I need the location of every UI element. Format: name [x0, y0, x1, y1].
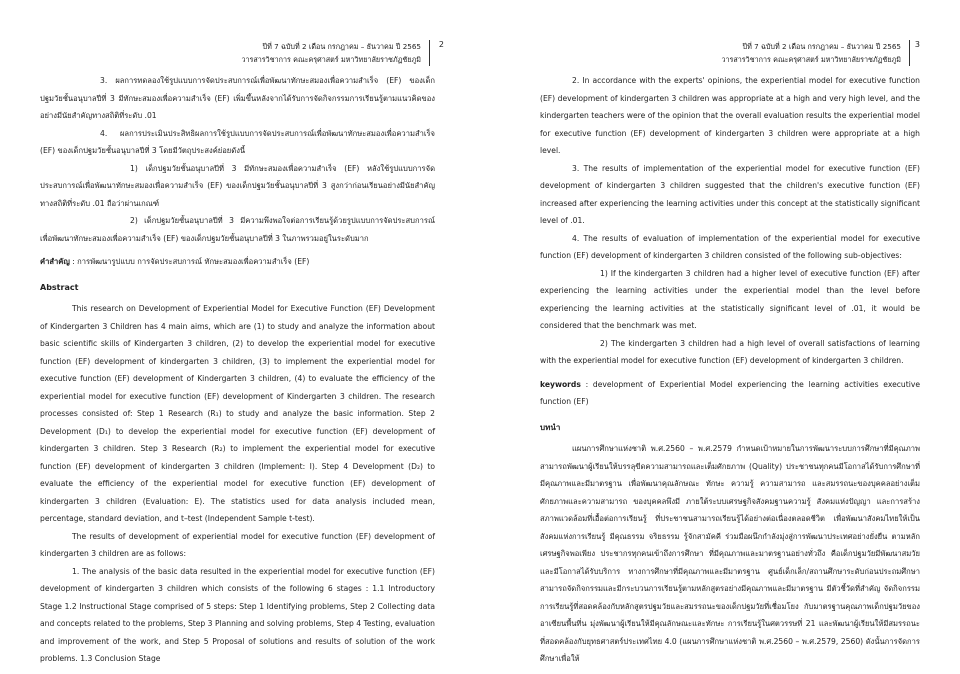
header-journal-line: วารสารวิชาการ คณะครุศาสตร์ มหาวิทยาลัยราชภัฏชัยภูมิ [241, 55, 421, 64]
page-number: 3 [914, 40, 920, 49]
header-journal-line: วารสารวิชาการ คณะครุศาสตร์ มหาวิทยาลัยราชภัฏชัยภูมิ [721, 55, 901, 64]
abstract-paragraph: This research on Development of Experiential Model for Executive Function (EF) Development of Kindergarten 3 Children has 4 main aims, which are (1) to study and analyze the information about basic scientific skills of Kindergarten 3 children, (2) to develop the experiential model for executive function (EF) development of kindergarten 3 children, (3) to implement the experiential model for executive function (EF) development of Kindergarten 3 children, (4) to evaluate the efficiency of the experiential model for executive function (EF) development of Kindergarten 3 children. The research processes consisted of: Step 1 Research (R₁) to study and analyze the basic information. Step 2 Development (D₁) to develop the experiential model for executive function (EF) development of kindergarten 3 children. Step 3 Research (R₂) to implement the experiential model for executive function (EF) development of kindergarten 3 children (Implement: I). Step 4 Development (D₂) to evaluate the efficiency of the experiential model for executive function (EF) development of kindergarten 3 children (Evaluation: E). The statistics used for data analysis included mean, percentage, standard deviation, and t–test (Independent Sample t-test). [40, 304, 435, 523]
running-header [721, 40, 910, 66]
page-number: 2 [438, 40, 444, 49]
abstract-results-intro: The results of development of experiential model for executive function (EF) development of kindergarten 3 children are as follows: [40, 531, 435, 558]
abstract-heading: Abstract [40, 282, 79, 292]
thai-subresult-2: 2) เด็กปฐมวัยชั้นอนุบาลปีที่ 3 มีความพึงพอใจต่อการเรียนรู้ด้วยรูปแบบการจัดประสบการณ์เพื่อพัฒนาทักษะสมองเพื่อความสำเร็จ (EF) ของเด็กปฐมวัยชั้นอนุบาลปีที่ 3 ในภาพรวมอยู่ในระดับมาก [40, 216, 435, 243]
introduction-heading: บทนำ [540, 422, 561, 432]
keywords-text: : development of Experiential Model experiencing the learning activities executive function (EF) [540, 379, 920, 406]
keywords-text: : การพัฒนารูปแบบ การจัดประสบการณ์ ทักษะสมองเพื่อความสำเร็จ (EF) [69, 257, 310, 266]
header-issue-line: ปีที่ 7 ฉบับที่ 2 เดือน กรกฎาคม – ธันวาคม ปี 2565 [742, 42, 901, 51]
header-issue-line: ปีที่ 7 ฉบับที่ 2 เดือน กรกฎาคม – ธันวาคม ปี 2565 [262, 42, 421, 51]
english-subresult-2: 2) The kindergarten 3 children had a high level of overall satisfactions of learning with the experiential model for executive function (EF) development of kindergarten 3 children. [540, 338, 920, 365]
thai-keywords [40, 253, 435, 271]
left-body [40, 72, 435, 668]
keywords-label: คำสำคัญ [40, 257, 70, 266]
thai-subresult-1: 1) เด็กปฐมวัยชั้นอนุบาลปีที่ 3 มีทักษะสมองเพื่อความสำเร็จ (EF) หลังใช้รูปแบบการจัดประสบการณ์เพื่อพัฒนาทักษะสมองเพื่อความสำเร็จ (EF) ของเด็กปฐมวัยชั้นอนุบาลปีที่ 3 สูงกว่าก่อนเรียนอย่างมีนัยสำคัญทางสถิติที่ระดับ .01 ถือว่าผ่านเกณฑ์ [40, 163, 435, 208]
english-subresult-1: 1) If the kindergarten 3 children had a higher level of executive function (EF) after experiencing the learning activities under the experiential model than the level before experiencing the learning activities at the statistically significant level of .01, it would be considered that the benchmark was met. [540, 268, 920, 330]
english-keywords [540, 376, 920, 411]
abstract-result-1: 1. The analysis of the basic data resulted in the experiential model for executive function (EF) development of kindergarten 3 children which consists of the following 6 stages : 1.1 Introductory Stage 1.2 Instructional Stage comprised of 5 steps: Step 1 Identifying problems, Step 2 Collecting data and concepts related to the problems, Step 3 Planning and solving problems, Step 4 Testing, evaluation and improvement of the work, and Step 5 Proposal of solutions and results of solution of the work problems. 1.3 Conclusion Stage [40, 566, 435, 663]
english-result-4: 4. The results of evaluation of implementation of the experiential model for executive function (EF) development of kindergarten 3 children consisted of the following sub-objectives: [540, 233, 920, 260]
thai-result-4: 4. ผลการประเมินประสิทธิผลการใช้รูปแบบการจัดประสบการณ์เพื่อพัฒนาทักษะสมองเพื่อความสำเร็จ (EF) ของเด็กปฐมวัยชั้นอนุบาลปีที่ 3 โดยมีวัตถุประสงค์ย่อยดังนี้ [40, 128, 435, 155]
keywords-label: keywords [540, 379, 581, 389]
english-result-3: 3. The results of implementation of the experiential model for executive function (EF) development of kindergarten 3 children suggested that the children's executive function (EF) increased after experiencing the learning activities under this concept at the statistically significant level of .01. [540, 163, 920, 225]
introduction-paragraph: แผนการศึกษาแห่งชาติ พ.ศ.2560 – พ.ศ.2579 กำหนดเป้าหมายในการพัฒนาระบบการศึกษาที่มีคุณภาพ สามารถพัฒนาผู้เรียนให้บรรลุขีดความสามารถและเต็มศักยภาพ (Quality) ประชาชนทุกคนมีโอกาสได้รับการศึกษาที่มีคุณภาพและมีมาตรฐาน เพื่อพัฒนาคุณลักษณะ ทักษะ ความรู้ ความสามารถ และสมรรถนะของบุคคลอย่างเต็มศักยภาพและความสามารถ ของบุคคลพึงมี ภายใต้ระบบเศรษฐกิจสังคมฐานความรู้ สังคมแห่งปัญญา และการสร้างสภาพแวดล้อมที่เอื้อต่อการเรียนรู้ ที่ประชาชนสามารถเรียนรู้ได้อย่างต่อเนื่องตลอดชีวิต เพื่อพัฒนาสังคมไทยให้เป็นสังคมแห่งการเรียนรู้ มีคุณธรรม จริยธรรม รู้จักสามัคคี ร่วมมือผนึกกำลังมุ่งสู่การพัฒนาประเทศอย่างยั่งยืน ตามหลักเศรษฐกิจพอเพียง ประชากรทุกคนเข้าถึงการศึกษา ที่มีคุณภาพและมาตรฐานอย่างทั่วถึง คือเด็กปฐมวัยมีพัฒนาสมวัยและมีโอกาสได้รับบริการ ทางการศึกษาที่มีคุณภาพและมีมาตรฐาน ศูนย์เด็กเล็ก/สถานศึกษาระดับก่อนประถมศึกษาสามารถจัดกิจกรรมและมีกระบวนการเรียนรู้ตามหลักสูตรอย่างมีคุณภาพและมีมาตรฐาน มีตัวชี้วัดที่สำคัญ จัดกิจกรรมการเรียนรู้ที่สอดคล้องกับหลักสูตรปฐมวัยและสมรรถนะของเด็กปฐมวัยที่เชื่อมโยง กับมาตรฐานคุณภาพเด็กปฐมวัยของอาเซียนพื้นที่น มุ่งพัฒนาผู้เรียนให้มีคุณลักษณะและทักษะ การเรียนรู้ในศตวรรษที่ 21 และพัฒนาผู้เรียนให้มีสมรรถนะที่สอดคล้องกับยุทธศาสตร์ประเทศไทย 4.0 (แผนการศึกษาแห่งชาติ พ.ศ.2560 – พ.ศ.2579, 2560) ดังนั้นการจัดการศึกษาเพื่อให้ [540, 444, 920, 663]
english-result-2: 2. In accordance with the experts' opinions, the experiential model for executive function (EF) development of kindergarten 3 children was appropriate at a high and very high level, and the kindergarten teachers were of the opinion that the overall evaluation results the experiential model for executive function (EF) development of kindergarten 3 children were appropriate at a high level. [540, 76, 920, 155]
thai-result-3: 3. ผลการทดลองใช้รูปแบบการจัดประสบการณ์เพื่อพัฒนาทักษะสมองเพื่อความสำเร็จ (EF) ของเด็กปฐมวัยชั้นอนุบาลปีที่ 3 มีทักษะสมองเพื่อความสำเร็จ (EF) เพิ่มขึ้นหลังจากได้รับการจัดกิจกรรมการเรียนรู้ตามแนวคิดของอย่างมีนัยสำคัญทางสถิติที่ระดับ .01 [40, 76, 435, 120]
running-header [241, 40, 430, 66]
right-page [480, 0, 960, 674]
right-body [540, 72, 920, 668]
